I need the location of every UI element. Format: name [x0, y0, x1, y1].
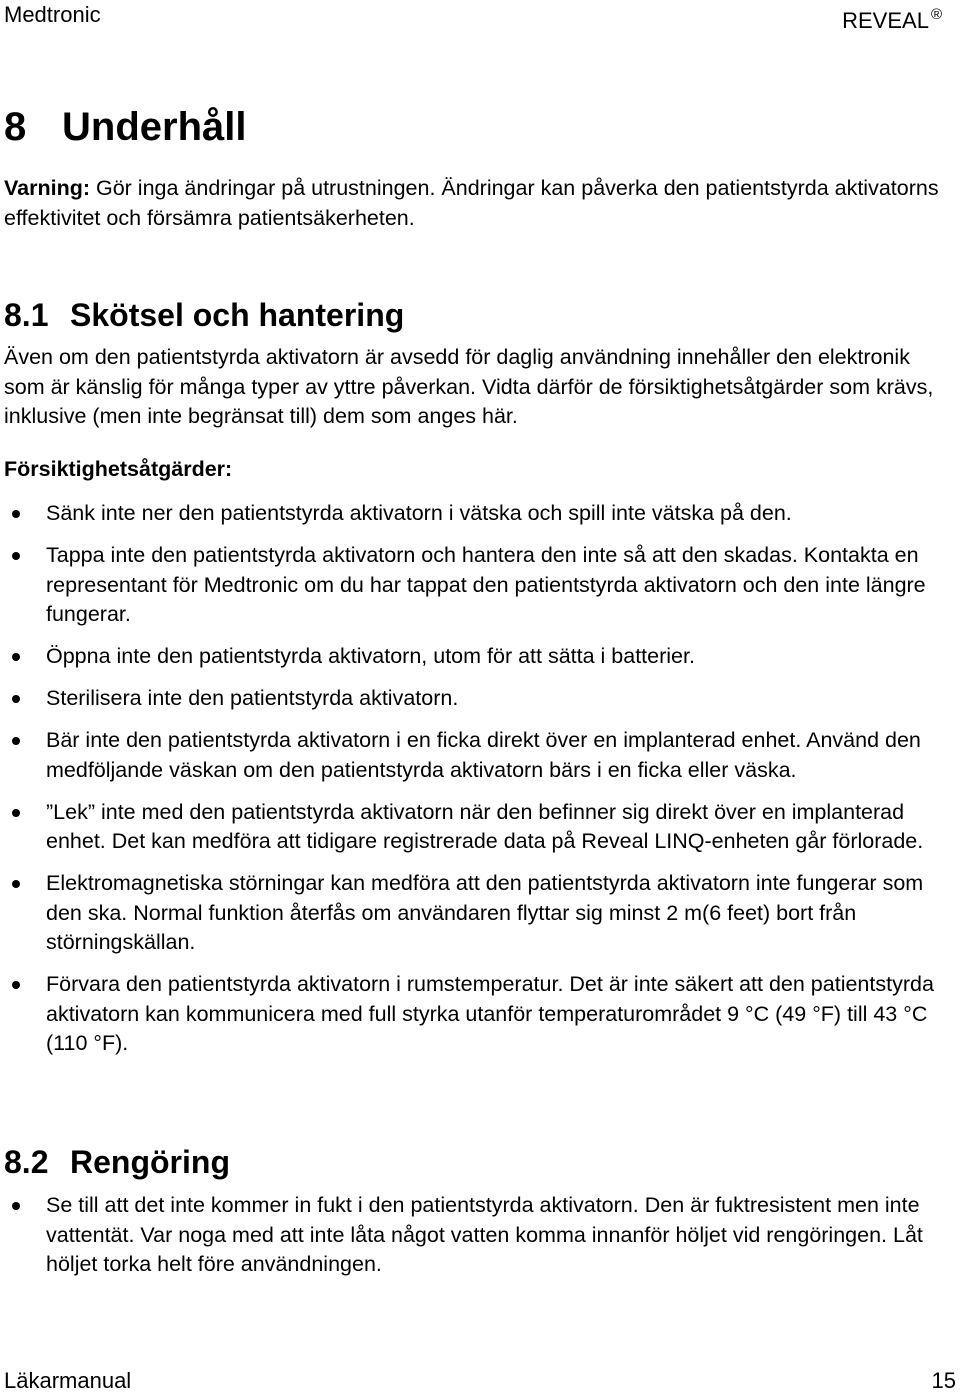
bullet-icon — [12, 1202, 20, 1210]
list-item — [4, 869, 954, 958]
list-item — [4, 499, 954, 529]
header-brand: Medtronic — [4, 2, 101, 27]
section-8-1-number: 8.1 — [4, 297, 49, 333]
section-8-number: 8 — [4, 105, 27, 149]
list-item — [4, 798, 954, 857]
bullet-icon — [12, 510, 20, 518]
section-8-2-title: Rengöring — [70, 1144, 230, 1180]
bullet-icon — [12, 981, 20, 989]
precautions-label: Försiktighetsåtgärder: — [4, 457, 233, 481]
list-item — [4, 642, 954, 672]
bullet-icon — [12, 809, 20, 817]
header-product — [842, 2, 942, 34]
list-item-text: ”Lek” inte med den patientstyrda aktivatorn när den befinner sig direkt över en implanterad enhet. Det kan medföra att tidigare registrerade data på Reveal LINQ-enheten går förlorade. — [46, 799, 924, 853]
bullet-icon — [12, 653, 20, 661]
section-8-1-heading — [4, 295, 404, 335]
header-product-name: REVEAL — [842, 8, 929, 33]
warning-paragraph — [4, 174, 944, 233]
precautions-list — [4, 499, 954, 1071]
list-item-text: Bär inte den patientstyrda aktivatorn i en ficka direkt över en implanterad enhet. Använd den medföljande väskan om den patientstyrda aktivatorn bärs i en ficka eller väska. — [46, 728, 921, 782]
cleaning-list — [4, 1191, 954, 1292]
list-item-text: Se till att det inte kommer in fukt i den patientstyrda aktivatorn. Den är fuktresistent men inte vattentät. Var noga med att inte låta något vatten komma innanför höljet vid rengöringen. Låt höljet torka helt före användningen. — [46, 1193, 923, 1276]
list-item — [4, 684, 954, 714]
list-item — [4, 726, 954, 785]
warning-label: Varning: — [4, 176, 91, 200]
list-item-text: Sänk inte ner den patientstyrda aktivatorn i vätska och spill inte vätska på den. — [46, 501, 792, 525]
footer-manual-title: Läkarmanual — [4, 1368, 132, 1393]
warning-text: Gör inga ändringar på utrustningen. Ändringar kan påverka den patientstyrda aktivatorns effektivitet och försämra patientsäkerheten. — [4, 176, 939, 230]
section-8-2-number: 8.2 — [4, 1144, 49, 1180]
bullet-icon — [12, 695, 20, 703]
section-8-title: Underhåll — [62, 105, 247, 149]
registered-mark: ® — [930, 6, 942, 23]
list-item-text: Sterilisera inte den patientstyrda aktivatorn. — [46, 686, 459, 710]
list-item — [4, 970, 954, 1059]
section-8-1-title: Skötsel och hantering — [70, 297, 405, 333]
section-8-heading — [4, 103, 246, 151]
list-item — [4, 541, 954, 630]
list-item-text: Förvara den patientstyrda aktivatorn i rumstemperatur. Det är inte säkert att den patientstyrda aktivatorn kan kommunicera med full styrka utanför temperaturområdet 9 °C (49 °F) till 43 °C (110 °F). — [46, 972, 934, 1055]
list-item-text: Elektromagnetiska störningar kan medföra att den patientstyrda aktivatorn inte fungerar som den ska. Normal funktion återfås om användaren flyttar sig minst 2 m(6 feet) bort från störningskällan. — [46, 871, 924, 954]
list-item-text: Tappa inte den patientstyrda aktivatorn och hantera den inte så att den skadas. Kontakta en representant för Medtronic om du har tappat den patientstyrda aktivatorn och den inte längre fungerar. — [46, 543, 926, 626]
bullet-icon — [12, 552, 20, 560]
bullet-icon — [12, 880, 20, 888]
bullet-icon — [12, 737, 20, 745]
section-8-2-heading — [4, 1142, 230, 1182]
page-number: 15 — [931, 1368, 956, 1393]
list-item-text: Öppna inte den patientstyrda aktivatorn, utom för att sätta i batterier. — [46, 644, 695, 668]
list-item — [4, 1191, 954, 1280]
section-8-1-intro: Även om den patientstyrda aktivatorn är avsedd för daglig användning innehåller den elektronik som är känslig för många typer av yttre påverkan. Vidta därför de försiktighetsåtgärder som krävs, inklusive (men inte begränsat till) dem som anges här. — [4, 345, 934, 428]
